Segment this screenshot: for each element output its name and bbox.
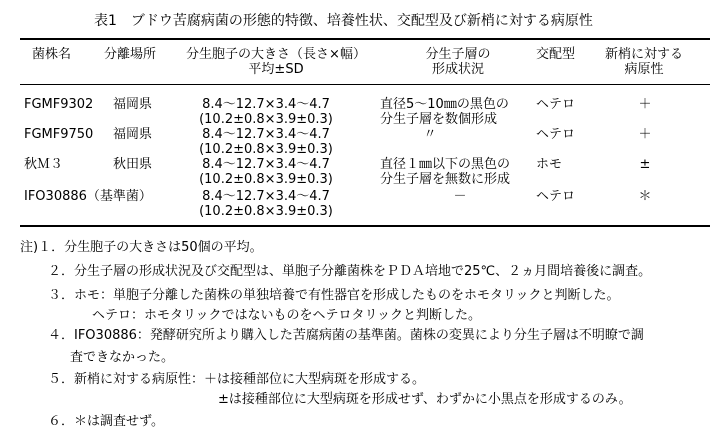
table-header-rule bbox=[20, 84, 710, 85]
table-title: 表1 ブドウ苦腐病菌の形態的特徴、培養性状、交配型及び新梢に対する病原性 bbox=[94, 13, 593, 29]
row2-mating: ヘテロ bbox=[536, 127, 576, 142]
header-mating: 交配型 bbox=[536, 47, 576, 62]
header-layer-line1: 分生子層の bbox=[425, 47, 491, 62]
row1-layer bbox=[380, 97, 509, 127]
header-layer-line2: 形成状況 bbox=[431, 62, 484, 77]
row1-layer-line2: 分生子層を数個形成 bbox=[380, 112, 498, 127]
header-spore-line1: 分生胞子の大きさ（長さ×幅） bbox=[186, 47, 366, 62]
note-5-cont: ±は接種部位に大型病斑を形成せず、わずかに小黒点を形成するのみ。 bbox=[218, 392, 632, 407]
table-bottom-rule bbox=[20, 225, 710, 227]
row2-pathogenicity: ＋ bbox=[638, 127, 652, 142]
header-origin: 分離場所 bbox=[104, 47, 157, 62]
note-4: ４．IFO30886：発酵研究所より購入した苦腐病菌の基準菌。菌株の変異により分生子層は不明瞭で調 bbox=[48, 328, 644, 343]
row2-spore-range: 8.4～12.7×3.4～4.7 bbox=[202, 127, 330, 142]
row4-mating: ヘテロ bbox=[536, 189, 576, 204]
header-strain: 菌株名 bbox=[32, 47, 72, 62]
note-6: ６．＊は調査せず。 bbox=[48, 414, 164, 429]
row3-pathogenicity: ± bbox=[639, 157, 651, 172]
row4-spore-range: 8.4～12.7×3.4～4.7 bbox=[202, 189, 330, 204]
note-2: ２．分生子層の形成状況及び交配型は、単胞子分離菌株をＰＤＡ培地で25℃、２ヵ月間培養後に調査。 bbox=[48, 264, 652, 279]
row2-spore bbox=[180, 127, 352, 157]
header-layer bbox=[398, 47, 518, 77]
row2-strain: FGMF9750 bbox=[24, 127, 94, 142]
row1-spore-mean: (10.2±0.8×3.9±0.3) bbox=[199, 112, 333, 127]
row1-origin: 福岡県 bbox=[113, 97, 153, 112]
row2-layer: 〃 bbox=[423, 127, 437, 142]
row3-spore bbox=[180, 157, 352, 187]
row2-spore-mean: (10.2±0.8×3.9±0.3) bbox=[199, 142, 333, 157]
row3-layer-line1: 直径１㎜以下の黒色の bbox=[380, 157, 511, 172]
row1-layer-line1: 直径5～10㎜の黒色の bbox=[380, 97, 509, 112]
table-top-rule bbox=[20, 38, 710, 40]
header-path-line2: 病原性 bbox=[624, 62, 664, 77]
note-5: ５．新梢に対する病原性：＋は接種部位に大型病斑を形成する。 bbox=[48, 372, 426, 387]
row3-strain: 秋Ｍ３ bbox=[24, 157, 64, 172]
header-spore-line2: 平均±SD bbox=[248, 62, 304, 77]
header-spore-size bbox=[176, 47, 376, 77]
row3-origin: 秋田県 bbox=[113, 157, 153, 172]
header-path-line1: 新梢に対する bbox=[604, 47, 683, 62]
note-3-cont: ヘテロ：ホモタリックではないものをヘテロタリックと判断した。 bbox=[92, 308, 481, 323]
row1-spore-range: 8.4～12.7×3.4～4.7 bbox=[202, 97, 330, 112]
note-4-cont: 査できなかった。 bbox=[70, 350, 175, 365]
row4-spore-mean: (10.2±0.8×3.9±0.3) bbox=[199, 204, 333, 219]
note-1: 注)１．分生胞子の大きさは50個の平均。 bbox=[20, 240, 263, 255]
row3-layer-line2: 分生子層を無数に形成 bbox=[380, 172, 511, 187]
row3-mating: ホモ bbox=[536, 157, 563, 172]
row1-spore bbox=[180, 97, 352, 127]
row4-pathogenicity: ＊ bbox=[638, 189, 652, 204]
note-3: ３．ホモ：単胞子分離した菌株の単独培養で有性器官を形成したものをホモタリックと判断した。 bbox=[48, 288, 620, 303]
row4-layer: － bbox=[453, 189, 467, 204]
row1-pathogenicity: ＋ bbox=[638, 97, 652, 112]
row2-origin: 福岡県 bbox=[113, 127, 153, 142]
row1-strain: FGMF9302 bbox=[24, 97, 94, 112]
row3-spore-mean: (10.2±0.8×3.9±0.3) bbox=[199, 172, 333, 187]
row1-mating: ヘテロ bbox=[536, 97, 576, 112]
header-pathogenicity bbox=[594, 47, 694, 77]
row4-spore bbox=[180, 189, 352, 219]
row3-spore-range: 8.4～12.7×3.4～4.7 bbox=[202, 157, 330, 172]
row3-layer bbox=[380, 157, 510, 187]
row4-strain: IFO30886（基準菌） bbox=[24, 189, 152, 204]
